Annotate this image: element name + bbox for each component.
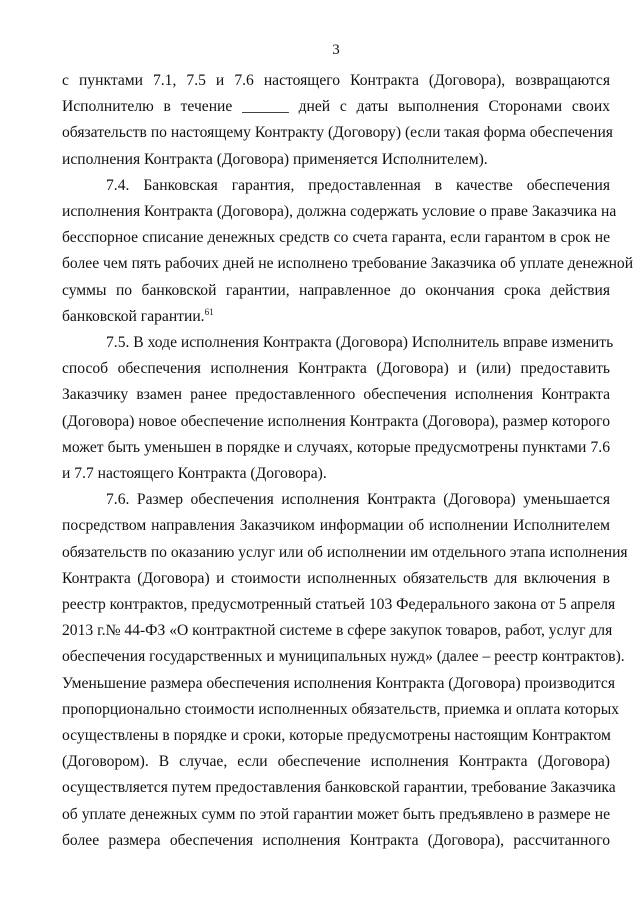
paragraph-p-7-3-cont [62,68,613,173]
text-line: с пунктами 7.1, 7.5 и 7.6 настоящего Контракта (Договора), возвращаются [62,72,610,89]
text-line: Исполнителю в течение ______ дней с даты выполнения Сторонами своих [62,98,610,116]
text-line: пропорционально стоимости исполненных обязательств, приемка и оплата которых [62,700,620,718]
text-line: об уплате денежных сумм по этой гарантии может быть предъявлено в размере не [62,805,610,823]
text-line: обеспечения государственных и муниципальных нужд» (далее – реестр контрактов). [62,648,625,666]
text-line: обязательств по настоящему Контракту (Договору) (если такая форма обеспечения [62,124,613,142]
text-line: суммы по банковской гарантии, направленное до окончания срока действия [62,281,610,299]
text-line: 7.6. Размер обеспечения исполнения Контракта (Договора) уменьшается [106,491,610,509]
text-line: посредством направления Заказчиком информации об исполнении Исполнителем [62,517,610,535]
text-line: реестр контрактов, предусмотренный статьей 103 Федерального закона от 5 апреля [62,596,616,614]
text-line: более размера обеспечения исполнения Контракта (Договора), рассчитанного [62,831,610,849]
paragraph-p-7-5 [62,330,614,487]
text-line: исполнения Контракта (Договора) применяется Исполнителем). [62,150,488,168]
text-line: способ обеспечения исполнения Контракта (Договора) и (или) предоставить [62,360,610,378]
text-line: исполнения Контракта (Договора), должна содержать условие о праве Заказчика на [62,203,617,221]
text-line: 7.5. В ходе исполнения Контракта (Договора) Исполнитель вправе изменить [106,334,614,352]
paragraph-p-7-6 [62,487,628,854]
text-line: (Договора) новое обеспечение исполнения Контракта (Договора), размер которого [62,412,610,430]
text-line: бесспорное списание денежных средств со счета гаранта, если гарантом в срок не [62,229,610,247]
text-line: Уменьшение размера обеспечения исполнения Контракта (Договора) производится [62,674,615,692]
text-line: банковской гарантии.$^{61}$ [62,306,214,325]
text-line: и 7.7 настоящего Контракта (Договора). [62,465,327,483]
text-line: осуществлены в порядке и сроки, которые предусмотрены настоящим Контрактом [62,727,611,745]
text-line: может быть уменьшен в порядке и случаях, которые предусмотрены пунктами 7.6 [62,438,610,456]
text-line: 7.4. Банковская гарантия, предоставленная в качестве обеспечения [106,176,610,194]
text-line: более чем пять рабочих дней не исполнено требование Заказчика об уплате денежной [62,255,634,273]
text-line: осуществляется путем предоставления банковской гарантии, требование Заказчика [62,779,616,797]
page-number: 3 [332,42,340,58]
text-line: обязательств по оказанию услуг или об исполнении им отдельного этапа исполнения [62,543,628,561]
paragraph-p-7-4 [62,173,634,330]
text-line: 2013 г.№ 44-ФЗ «О контрактной системе в сфере закупок товаров, работ, услуг для [62,622,613,640]
document-body [62,68,634,854]
text-line: Контракта (Договора) и стоимости исполненных обязательств для включения в [62,569,610,587]
text-line: (Договором). В случае, если обеспечение исполнения Контракта (Договора) [62,753,610,771]
footnote-marker: 61 [204,306,214,317]
text-line: Заказчику взамен ранее предоставленного обеспечения исполнения Контракта [62,386,610,404]
